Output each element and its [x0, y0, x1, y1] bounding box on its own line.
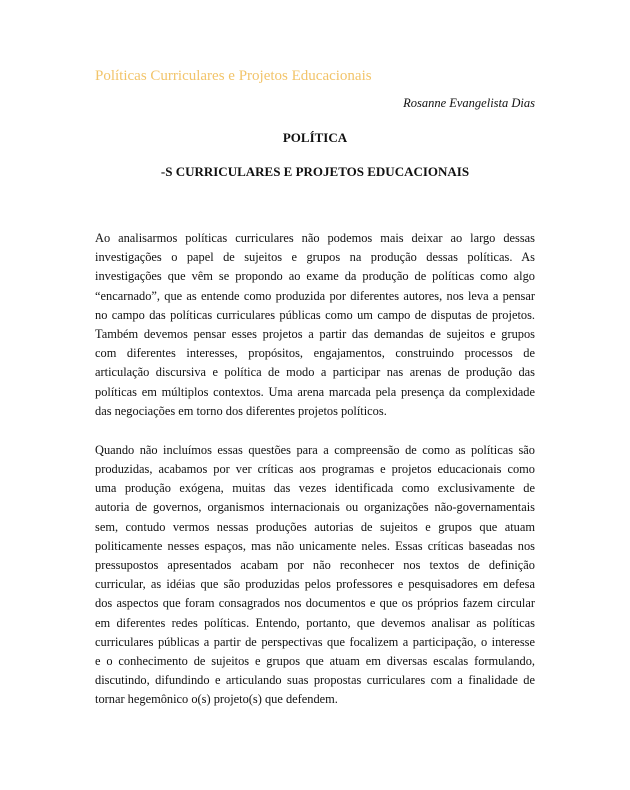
paragraph-line: curriculares públicas a partir de perspectivas que focalizem a participação, o interesse — [95, 634, 535, 649]
paragraph-line: pressupostos apresentados acabam por não reconhecer nos textos de definição — [95, 558, 535, 572]
paragraph-line: Quando não incluímos essas questões para a compreensão de como as políticas são — [95, 442, 535, 457]
paragraph-line: e o conhecimento de sujeitos e grupos que atuam em diversas escalas formulando, — [95, 653, 535, 668]
paragraph-line: produzidas, acabamos por ver críticas aos programas e projetos educacionais como — [95, 462, 535, 477]
paragraph-line: Ao analisarmos políticas curriculares não podemos mais deixar ao largo dessas — [95, 231, 535, 245]
paragraph-line: dos aspectos que foram consagrados nos documentos e que os próprios fazem circular — [95, 596, 535, 611]
paragraph-line: em diferentes redes políticas. Entendo, portanto, que devemos analisar as políticas — [95, 615, 535, 630]
paragraph-line: políticas em múltiplos contextos. Uma arena marcada pela presença da complexidade — [95, 384, 535, 399]
paragraph — [95, 441, 535, 710]
paragraph-line: investigações que vêm se propondo ao exame da produção de políticas como algo — [95, 269, 535, 284]
document-title-line-1: POLÍTICA — [282, 130, 348, 145]
paragraph — [95, 229, 535, 421]
document-title-line-2: -S CURRICULARES E PROJETOS EDUCACIONAIS — [160, 164, 470, 179]
paragraph-line: investigações o papel de sujeitos e grupos na produção dessas políticas. As — [95, 250, 535, 265]
body-text — [95, 229, 535, 730]
running-title: Políticas Curriculares e Projetos Educacionais — [95, 68, 372, 84]
paragraph-line: Também devemos pensar esses projetos a partir das demandas de sujeitos e grupos — [95, 326, 535, 341]
paragraph-line: com diferentes interesses, propósitos, engajamentos, construindo processos de — [95, 346, 535, 361]
paragraph-line: articulação discursiva e política de modo a participar nas arenas de produção das — [95, 365, 535, 380]
paragraph-line: tornar hegemônico o(s) projeto(s) que defendem. — [95, 692, 338, 707]
paragraph-line: uma produção exógena, muitas das vezes identificada como exclusivamente de — [95, 481, 535, 496]
paragraph-line: politicamente nesses espaços, mas não unicamente neles. Essas críticas baseadas nos — [95, 538, 535, 553]
paragraph-line: discutindo, difundindo e articulando suas propostas curriculares com a finalidade de — [95, 673, 535, 688]
paragraph-line: autoria de governos, organismos internacionais ou organizações não-governamentais — [95, 500, 535, 515]
paragraph-line: “encarnado”, que as entende como produzida por diferentes autores, nos leva a pensar — [95, 288, 535, 303]
paragraph-line: no campo das políticas curriculares públicas como um campo de disputas de projetos. — [95, 307, 535, 322]
author-name: Rosanne Evangelista Dias — [403, 96, 535, 110]
paragraph-line: sem, contudo vermos nessas produções autorias de sujeitos e grupos que atuam — [95, 519, 535, 534]
paragraph-line: das negociações em torno dos diferentes projetos políticos. — [95, 403, 387, 418]
paragraph-line: curricular, as idéias que são produzidas pelos professores e pesquisadores em defesa — [95, 577, 535, 592]
